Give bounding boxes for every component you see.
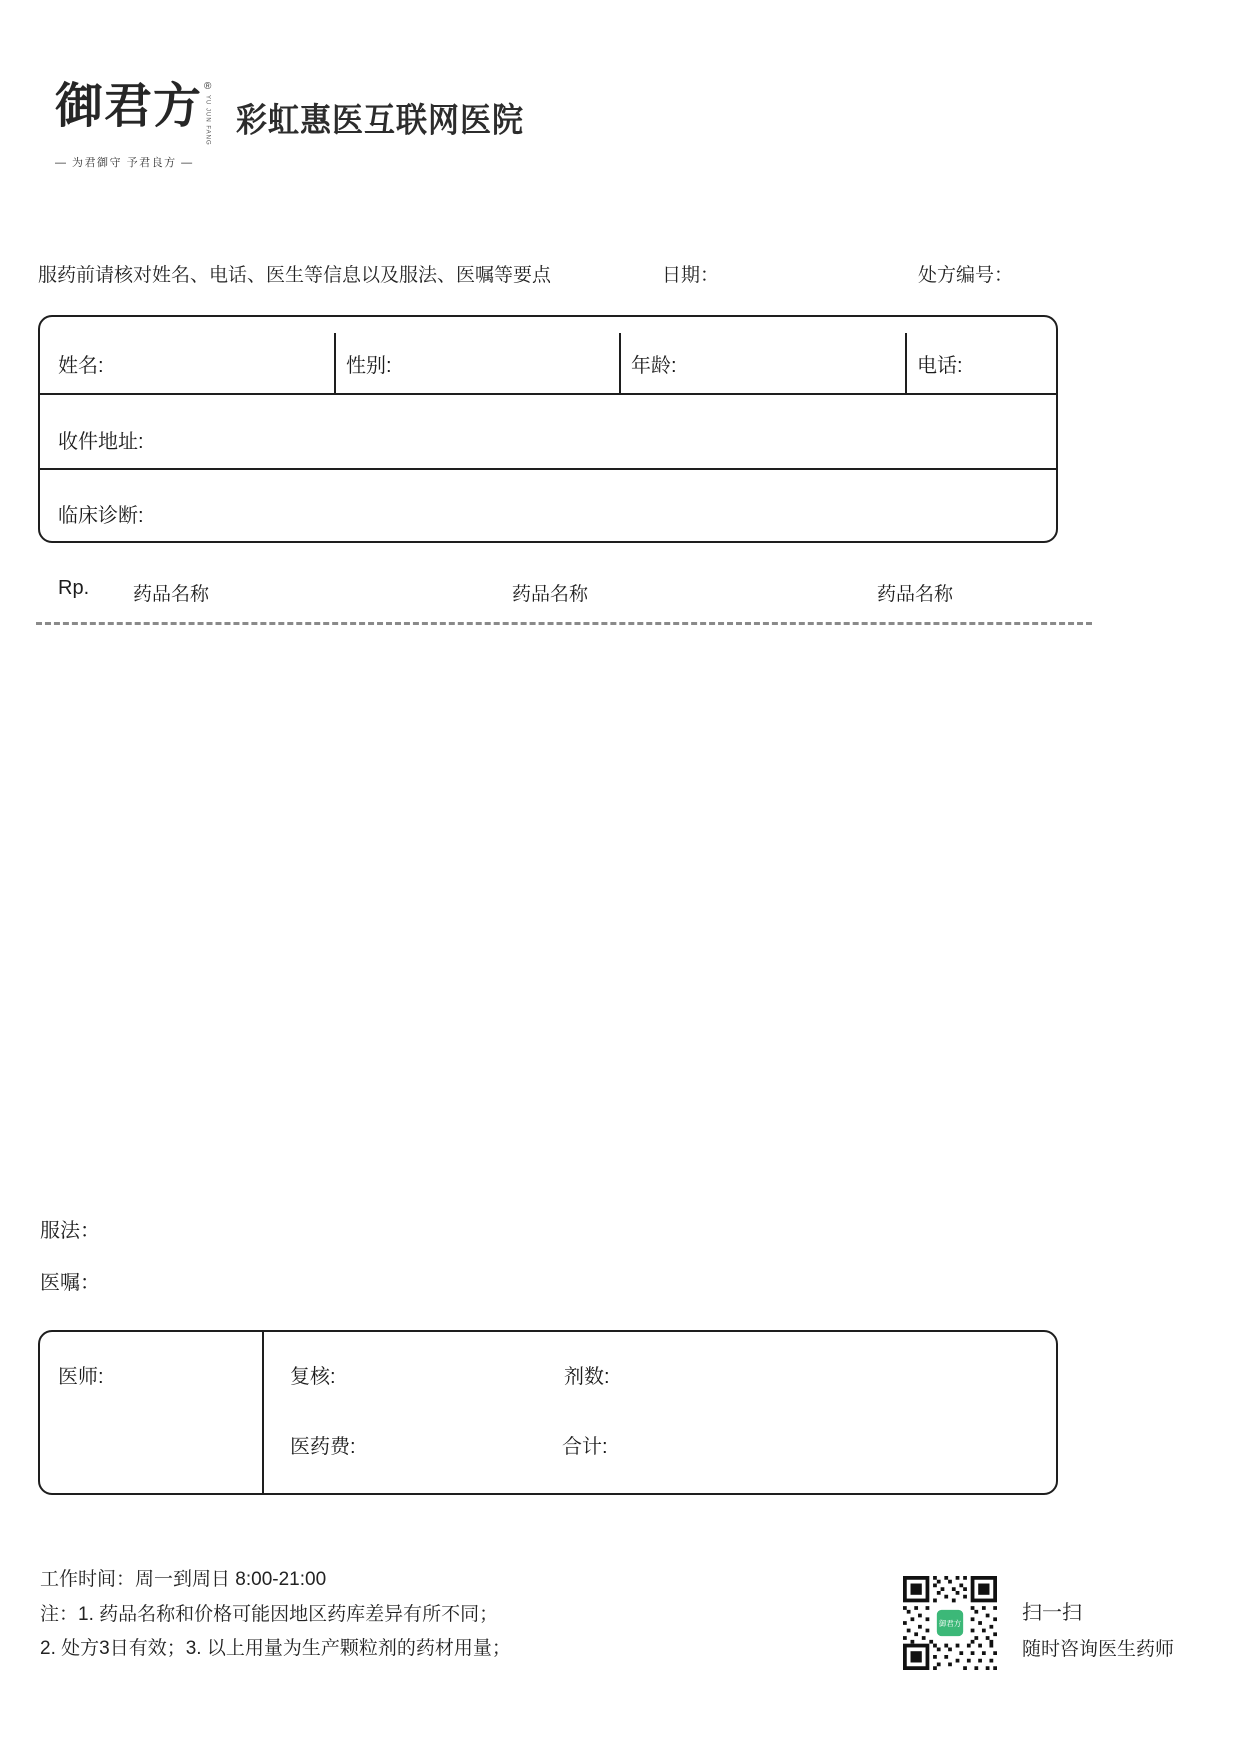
scan-me-label: 扫一扫 [1022,1602,1082,1624]
column-divider [619,333,621,393]
gender-label: 性别: [346,355,392,377]
name-label: 姓名: [58,355,104,377]
signoff-box [38,1330,1058,1495]
row-divider [40,468,1056,470]
clinical-diagnosis-label: 临床诊断: [58,505,144,527]
logo-text: 御君方 [55,80,203,133]
column-divider [334,333,336,393]
logo-row [55,80,225,146]
verification-notice: 服药前请核对姓名、电话、医生等信息以及服法、医嘱等要点 [38,265,552,286]
qr-code [903,1576,997,1670]
doses-label: 剂数: [564,1366,610,1388]
working-hours: 工作时间：周一到周日 8:00-21:00 [40,1569,327,1590]
dashed-separator [36,622,1092,625]
logo-side [204,82,211,146]
row-divider [40,393,1056,395]
column-divider [262,1332,264,1493]
dosage-method-label: 服法： [40,1220,100,1242]
age-label: 年龄: [631,355,677,377]
logo-pinyin: YU JUN FANG [204,95,211,146]
footnote-line-1: 注：1. 药品名称和价格可能因地区药库差异有所不同； [40,1604,499,1625]
yujunfang-logo [55,80,225,170]
medical-fee-label: 医药费: [290,1436,356,1458]
qr-center-logo-text: 御君方 [938,1618,962,1628]
drug-name-column-header: 药品名称 [877,584,954,605]
patient-info-box [38,315,1058,543]
column-divider [905,333,907,393]
footnote-line-2: 2. 处方3日有效；3. 以上用量为生产颗粒剂的药材用量； [40,1638,511,1659]
consult-hint-label: 随时咨询医生药师 [1022,1639,1175,1660]
hospital-title: 彩虹惠医互联网医院 [236,101,524,140]
doctor-advice-label: 医嘱： [40,1272,100,1294]
date-label: 日期： [662,265,720,286]
logo-tagline: — 为君御守 予君良方 — [55,156,194,169]
phone-label: 电话: [917,355,963,377]
prescription-number-label: 处方编号： [918,265,1014,286]
total-label: 合计: [562,1436,608,1458]
registered-trademark-icon: ® [204,81,212,92]
drug-name-column-header: 药品名称 [133,584,210,605]
shipping-address-label: 收件地址: [58,431,144,453]
rp-label: Rp. [58,577,90,599]
review-label: 复核: [290,1366,336,1388]
physician-label: 医师: [58,1366,104,1388]
drug-name-column-header: 药品名称 [512,584,589,605]
